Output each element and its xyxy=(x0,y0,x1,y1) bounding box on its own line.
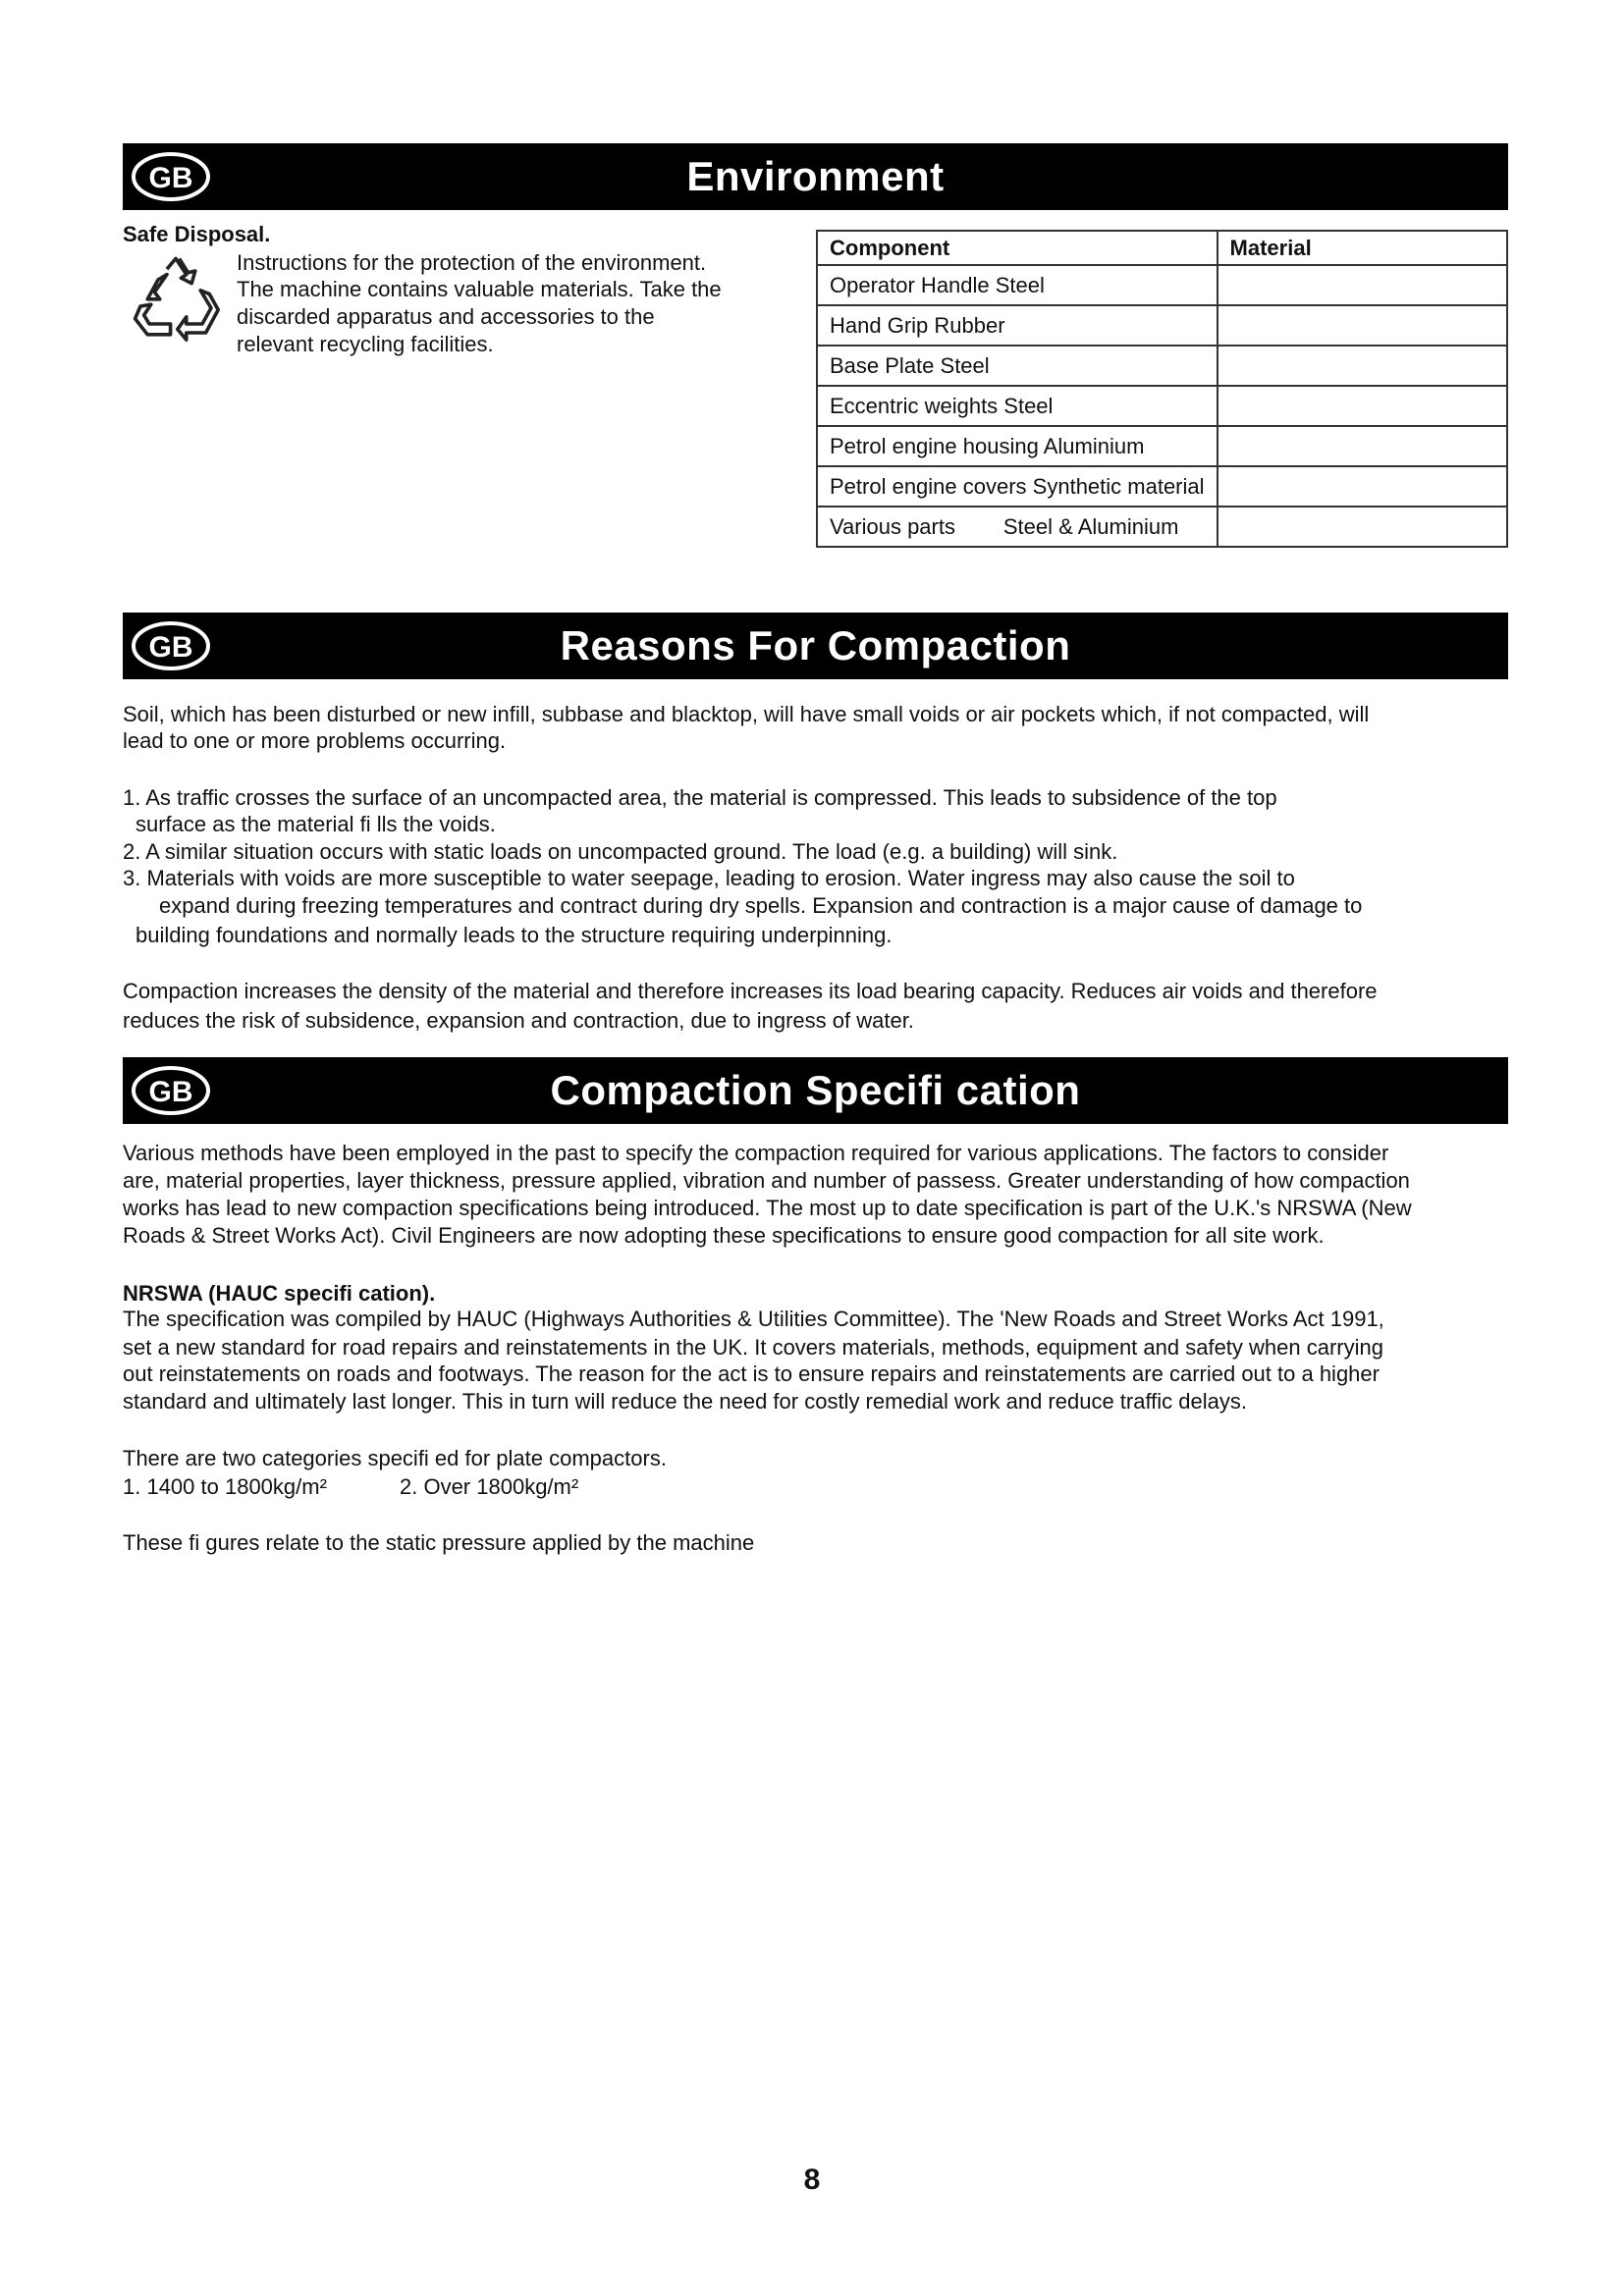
category-1: 1. 1400 to 1800kg/m² xyxy=(123,1474,327,1499)
table-row xyxy=(817,265,1507,305)
table-cell: Base Plate Steel xyxy=(817,346,1218,386)
disposal-instruction-3: discarded apparatus and accessories to the xyxy=(237,304,655,329)
table-row xyxy=(817,305,1507,346)
table-cell: Operator Handle Steel xyxy=(817,265,1218,305)
categories-intro: There are two categories specifi ed for plate compactors. xyxy=(123,1446,667,1470)
disposal-instruction-4: relevant recycling facilities. xyxy=(237,332,494,356)
specification-title: Compaction Specifi cation xyxy=(550,1067,1081,1113)
disposal-instruction-2: The machine contains valuable materials. Take the xyxy=(237,277,722,301)
table-cell-empty xyxy=(1218,466,1507,507)
table-cell: Hand Grip Rubber xyxy=(817,305,1218,346)
spec-intro-3: works has lead to new compaction specifications being introduced. The most up to date specification is part of the U.K.'s NRSWA (New xyxy=(123,1196,1412,1220)
figures-note: These fi gures relate to the static pressure applied by the machine xyxy=(123,1530,755,1555)
gb-badge-icon xyxy=(131,1065,211,1116)
reasons-conclusion-2: reduces the risk of subsidence, expansion and contraction, due to ingress of water. xyxy=(123,1008,914,1033)
table-row xyxy=(817,507,1507,547)
nrswa-body-4: standard and ultimately last longer. This in turn will reduce the need for costly remedial work and reduce traffic delays. xyxy=(123,1389,1247,1414)
environment-banner xyxy=(123,143,1508,210)
spec-intro-4: Roads & Street Works Act). Civil Engineers are now adopting these specifications to ensure good compaction for all site work. xyxy=(123,1223,1325,1248)
safe-disposal-heading: Safe Disposal. xyxy=(123,222,271,246)
table-cell: Petrol engine housing Aluminium xyxy=(817,426,1218,466)
materials-table xyxy=(816,230,1508,548)
table-row xyxy=(817,386,1507,426)
spec-intro-2: are, material properties, layer thickness, pressure applied, vibration and number of passess. Greater understanding of how compaction xyxy=(123,1168,1410,1193)
nrswa-body-3: out reinstatements on roads and footways. The reason for the act is to ensure repairs and reinstatements are carried out to a higher xyxy=(123,1362,1380,1386)
table-cell-empty xyxy=(1218,265,1507,305)
reasons-conclusion-1: Compaction increases the density of the material and therefore increases its load bearing capacity. Reduces air voids and therefore xyxy=(123,979,1378,1003)
page-number: 8 xyxy=(803,2163,821,2196)
table-cell-empty xyxy=(1218,426,1507,466)
disposal-instruction-1: Instructions for the protection of the environment. xyxy=(237,250,707,275)
table-row xyxy=(817,466,1507,507)
reason-item-3-cont: expand during freezing temperatures and contract during dry spells. Expansion and contraction is a major cause of damage to xyxy=(159,893,1363,918)
reasons-intro-2: lead to one or more problems occurring. xyxy=(123,728,507,753)
table-cell: Eccentric weights Steel xyxy=(817,386,1218,426)
category-2: 2. Over 1800kg/m² xyxy=(400,1474,579,1499)
table-cell-empty xyxy=(1218,346,1507,386)
nrswa-heading: NRSWA (HAUC specifi cation). xyxy=(123,1281,436,1306)
gb-badge-icon xyxy=(131,620,211,671)
table-cell-empty xyxy=(1218,386,1507,426)
nrswa-body-2: set a new standard for road repairs and reinstatements in the UK. It covers materials, methods, equipment and safety when carrying xyxy=(123,1335,1383,1360)
reasons-intro-1: Soil, which has been disturbed or new infill, subbase and blacktop, will have small voids or air pockets which, if not compacted, will xyxy=(123,702,1370,726)
environment-title: Environment xyxy=(686,153,945,199)
table-cell: Petrol engine covers Synthetic material xyxy=(817,466,1218,507)
table-row xyxy=(817,346,1507,386)
svg-text:GB: GB xyxy=(148,631,193,664)
nrswa-body-1: The specification was compiled by HAUC (Highways Authorities & Utilities Committee). The 'New Roads and Street Works Act 1991, xyxy=(123,1307,1384,1331)
table-cell: Various parts Steel & Aluminium xyxy=(817,507,1218,547)
reason-item-1-cont: surface as the material fi lls the voids. xyxy=(135,812,496,836)
svg-text:GB: GB xyxy=(148,162,193,194)
table-row xyxy=(817,426,1507,466)
reason-item-3: 3. Materials with voids are more susceptible to water seepage, leading to erosion. Water ingress may also cause the soil to xyxy=(123,866,1295,890)
table-cell-empty xyxy=(1218,507,1507,547)
reason-item-3-cont: building foundations and normally leads to the structure requiring underpinning. xyxy=(135,923,893,947)
table-cell-empty xyxy=(1218,305,1507,346)
reasons-banner xyxy=(123,613,1508,679)
recycle-icon xyxy=(128,253,224,342)
reasons-title: Reasons For Compaction xyxy=(560,622,1071,668)
specification-banner xyxy=(123,1057,1508,1124)
table-header-row xyxy=(817,231,1507,265)
table-header-material: Material xyxy=(1218,231,1507,265)
reason-item-2: 2. A similar situation occurs with static loads on uncompacted ground. The load (e.g. a building) will sink. xyxy=(123,839,1118,864)
gb-badge-icon xyxy=(131,151,211,202)
reason-item-1: 1. As traffic crosses the surface of an uncompacted area, the material is compressed. This leads to subsidence of the top xyxy=(123,785,1277,810)
table-header-component: Component xyxy=(817,231,1218,265)
svg-text:GB: GB xyxy=(148,1076,193,1108)
spec-intro-1: Various methods have been employed in the past to specify the compaction required for various applications. The factors to consider xyxy=(123,1141,1389,1165)
